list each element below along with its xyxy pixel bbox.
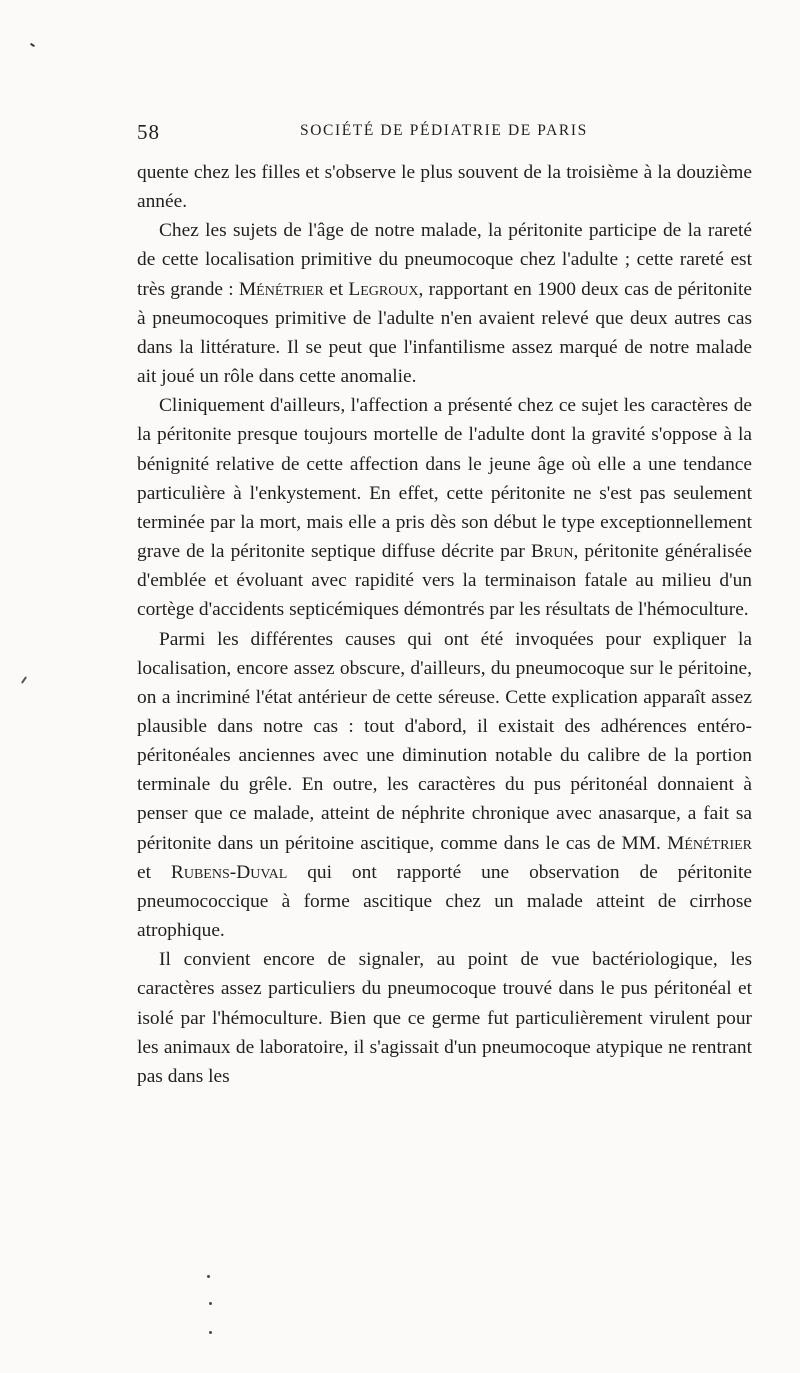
page-header: [137, 120, 752, 146]
author-name-legroux: Legroux: [348, 278, 419, 300]
paragraph-3: [137, 391, 752, 624]
paragraph-1-text: quente chez les filles et s'observe le plus souvent de la troisième à la douzième année.: [137, 162, 752, 213]
paragraph-3-text-1: Cliniquement d'ailleurs, l'affection a présenté chez ce sujet les caractères de la péritonite presque toujours mortelle de l'adulte dont la gravité s'oppose à la bénignité relative de cette affection dans le jeune âge où elle a une tendance particulière à l'enkystement. En effet, cette péritonite ne s'est pas seulement terminée par la mort, mais elle a pris dès son début le type exceptionnellement grave de la péritonite septique diffuse décrite par: [137, 395, 752, 563]
paragraph-2-text-2: et: [323, 278, 349, 300]
paragraph-4: [137, 625, 752, 946]
author-name-menetrier-2: Ménétrier: [667, 832, 752, 854]
paragraph-4-text-2: et: [137, 861, 171, 883]
paragraph-2: [137, 216, 752, 391]
paragraph-2-text-1: Chez les sujets de l'âge de notre malade, la péritonite participe de la rareté de cette localisation primitive du pneumocoque chez l'adulte ; cette rareté est très grande :: [137, 220, 752, 300]
paragraph-5-text: Il convient encore de signaler, au point de vue bactériologique, les caractères assez particuliers du pneumocoque trouvé dans le pus péritonéal et isolé par l'hémoculture. Bien que ce germe fut particulièrement virulent pour les animaux de laboratoire, il s'agissait d'un pneumocoque atypique ne rentrant pas dans les: [137, 949, 752, 1087]
paragraph-2-text-3: , rapportant en 1900 deux cas de péritonite à pneumocoques primitive de l'adulte n'en avaient relevé que deux autres cas dans la littérature. Il se peut que l'infantilisme assez marqué de notre malade ait joué un rôle dans cette anomalie.: [137, 278, 752, 388]
body-text: [137, 158, 752, 1091]
author-name-brun: Brun: [530, 541, 574, 563]
author-name-menetrier: Ménétrier: [238, 278, 324, 300]
page-number: 58: [137, 120, 160, 144]
scan-dot-3: [209, 1331, 212, 1334]
paragraph-1: [137, 158, 752, 216]
paragraph-3-text-2: , péritonite généralisée d'emblée et évoluant avec rapidité vers la terminaison fatale au milieu d'un cortège d'accidents septicémiques démontrés par les résultats de l'hémoculture.: [137, 541, 752, 621]
author-name-rubens-duval: Rubens-Duval: [170, 861, 288, 883]
paragraph-4-text-1: Parmi les différentes causes qui ont été invoquées pour expliquer la localisation, encore assez obscure, d'ailleurs, du pneumocoque sur le péritoine, on a incriminé l'état antérieur de cette séreuse. Cette explication apparaît assez plausible dans notre cas : tout d'abord, il existait des adhérences entéro-péritonéales anciennes avec une diminution notable du calibre de la portion terminale du grêle. En outre, les caractères du pus péritonéal donnaient à penser que ce malade, atteint de néphrite chronique avec anasarque, a fait sa péritonite dans un péritoine ascitique, comme dans le cas de MM.: [137, 628, 752, 854]
scan-speck-top-left: [30, 43, 35, 48]
scan-dot-1: [207, 1275, 210, 1278]
scan-speck-left-margin: [21, 676, 27, 684]
running-title: SOCIÉTÉ DE PÉDIATRIE DE PARIS: [300, 122, 588, 139]
paragraph-4-text-3: qui ont rapporté une observation de péritonite pneumococcique à forme ascitique chez un malade atteint de cirrhose atrophique.: [137, 861, 752, 942]
paragraph-5: [137, 945, 752, 1091]
scan-dot-2: [209, 1302, 212, 1305]
